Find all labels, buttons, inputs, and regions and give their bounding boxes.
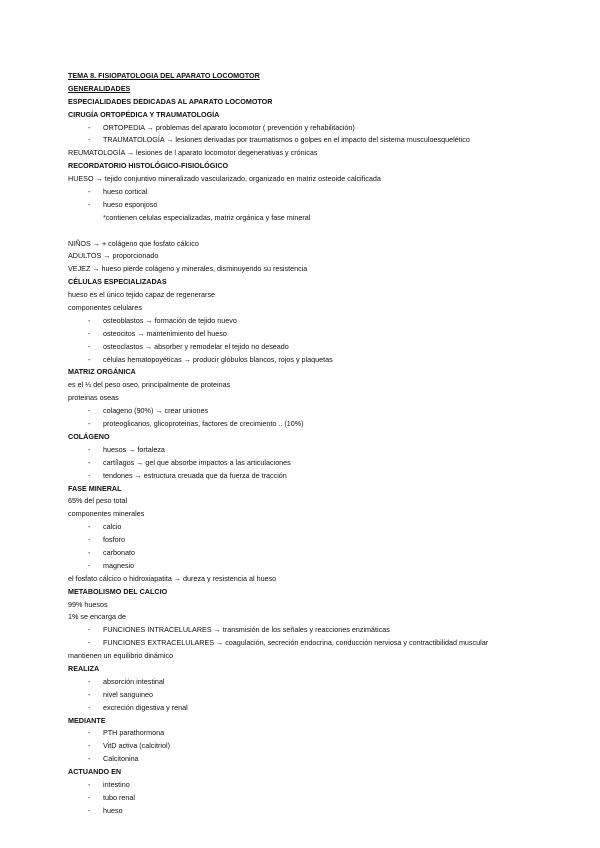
bullet-dash: -	[88, 328, 91, 338]
bullet-dash: -	[88, 199, 91, 209]
text-line: proteinas oseas	[68, 393, 119, 403]
bullet-dash: -	[88, 754, 91, 764]
bullet-item	[68, 637, 538, 650]
bullet-text: PTH parathormona	[103, 728, 165, 738]
text-line: ADULTOS → proporcionado	[68, 251, 159, 261]
section-heading: FASE MINERAL	[68, 483, 122, 493]
bullet-text: hueso	[103, 805, 123, 815]
bullet-dash: -	[88, 187, 91, 197]
bullet-item	[68, 805, 538, 818]
bullet-item	[68, 740, 538, 753]
bullet-item	[68, 354, 538, 367]
bullet-text: huesos → fortaleza	[103, 444, 165, 454]
bullet-text: VitD activa (calcitriol)	[103, 741, 170, 751]
bullet-dash: -	[88, 535, 91, 545]
bullet-dash: -	[88, 625, 91, 635]
text-line: hueso es el único tejido capaz de regenerarse	[68, 290, 216, 300]
bullet-dash: -	[88, 741, 91, 751]
bullet-dash: -	[88, 122, 91, 132]
bullet-text: FUNCIONES EXTRACELULARES → coagulación, secreción endocrina, conducción nerviosa y contractibilidad muscular	[103, 638, 489, 648]
bullet-dash: -	[88, 354, 91, 364]
section-heading: ACTUANDO EN	[68, 767, 122, 777]
text-line: mantienen un equilibrio dinámico	[68, 651, 174, 661]
bullet-item	[68, 779, 538, 792]
bullet-dash: -	[88, 522, 91, 532]
section-heading: METABOLISMO DEL CALCIO	[68, 586, 168, 596]
bullet-text: osteoblastos → formación de tejido nuevo	[103, 315, 237, 325]
bullet-text: ORTOPEDIA → problemas del aparato locomotor ( prevención y rehabilitación)	[103, 122, 355, 132]
text-line: REUMATOLOGÍA → lesiones de l aparato locomotor degenerativas y crónicas	[68, 148, 318, 158]
bullet-item	[68, 676, 538, 689]
text-line: VEJEZ → hueso pierde colágeno y minerales, disminuyendo su resistencia	[68, 264, 308, 274]
bullet-dash: -	[88, 457, 91, 467]
bullet-item	[68, 470, 538, 483]
bullet-item	[68, 341, 538, 354]
section-heading: MATRIZ ORGÁNICA	[68, 367, 136, 377]
bullet-item	[68, 315, 538, 328]
bullet-text: hueso cortical	[103, 187, 148, 197]
bullet-dash: -	[88, 702, 91, 712]
bullet-text: carbonato	[103, 547, 135, 557]
bullet-dash: -	[88, 638, 91, 648]
section-heading: TEMA 8. FISIOPATOLOGIA DEL APARATO LOCOMOTOR	[68, 71, 260, 80]
bullet-item	[68, 547, 538, 560]
bullet-item	[68, 727, 538, 740]
bullet-item	[68, 689, 538, 702]
section-heading: REALIZA	[68, 663, 100, 673]
bullet-dash: -	[88, 805, 91, 815]
bullet-item	[68, 560, 538, 573]
bullet-text: proteoglicanos, glicoproteinas, factores de crecimiento .. (10%)	[103, 419, 304, 429]
bullet-item	[68, 418, 538, 431]
section-heading: CIRUGÍA ORTOPÉDICA Y TRAUMATOLOGÍA	[68, 109, 220, 119]
text-line: es el ⅓ del peso oseo, principalmente de proteinas	[68, 380, 231, 390]
bullet-text: tubo renal	[103, 792, 135, 802]
bullet-text: TRAUMATOLOGÍA → lesiones derivadas por traumatismos o golpes en el impacto del sistema musculoesquelético	[103, 135, 470, 145]
section-heading: COLÁGENO	[68, 431, 110, 441]
bullet-dash: -	[88, 341, 91, 351]
bullet-item	[68, 444, 538, 457]
bullet-item	[68, 122, 538, 135]
text-line: el fosfato cálcico o hidroxiapatita → dureza y resistencia al hueso	[68, 573, 277, 583]
bullet-text: excreción digestiva y renal	[103, 702, 188, 712]
section-heading: RECORDATORIO HISTOLÓGICO-FISIOLÓGICO	[68, 161, 229, 171]
bullet-dash: -	[88, 560, 91, 570]
bullet-dash: -	[88, 315, 91, 325]
bullet-text: colageno (90%) → crear uniones	[103, 406, 209, 416]
bullet-dash: -	[88, 676, 91, 686]
bullet-dash: -	[88, 419, 91, 429]
bullet-dash: -	[88, 444, 91, 454]
bullet-item	[68, 792, 538, 805]
bullet-text: magnesio	[103, 560, 135, 570]
bullet-dash: -	[88, 779, 91, 789]
bullet-text: células hematopoyéticas → producir glóbulos blancos, rojos y plaquetas	[103, 354, 333, 364]
bullet-dash: -	[88, 547, 91, 557]
text-line: *contienen celulas especializadas, matriz orgánica y fase mineral	[103, 212, 311, 222]
text-line: 99% huesos	[68, 599, 108, 609]
bullet-dash: -	[88, 406, 91, 416]
text-line: 65% del peso total	[68, 496, 128, 506]
bullet-item	[68, 328, 538, 341]
bullet-item	[68, 199, 538, 212]
bullet-item	[68, 134, 538, 147]
section-heading: CÉLULAS ESPECIALIZADAS	[68, 277, 167, 287]
text-line: componentes celulares	[68, 303, 142, 313]
document-body	[68, 70, 538, 818]
bullet-item	[68, 702, 538, 715]
bullet-item	[68, 753, 538, 766]
bullet-text: Calcitonina	[103, 754, 139, 764]
bullet-text: osteocitos → mantenimiento del hueso	[103, 328, 227, 338]
bullet-dash: -	[88, 135, 91, 145]
bullet-item	[68, 186, 538, 199]
bullet-text: tendones → estructura creuada que da fuerza de tracción	[103, 470, 287, 480]
bullet-item	[68, 457, 538, 470]
text-line: NIÑOS → + colágeno que fosfato cálcico	[68, 238, 199, 248]
section-heading: ESPECIALIDADES DEDICADAS AL APARATO LOCOMOTOR	[68, 96, 273, 106]
bullet-dash: -	[88, 689, 91, 699]
bullet-item	[68, 521, 538, 534]
bullet-text: hueso esponjoso	[103, 199, 158, 209]
bullet-text: FUNCIONES INTRACELULARES → transmisión de los señales y reacciones enzimáticas	[103, 625, 390, 635]
bullet-text: osteoclastos → absorber y remodelar el tejido no deseado	[103, 341, 289, 351]
text-line: HUESO → tejido conjuntivo mineralizado vascularizado, organizado en matriz osteoide calcificada	[68, 174, 381, 184]
section-heading: MEDIANTE	[68, 715, 106, 725]
bullet-text: absorción intestinal	[103, 676, 165, 686]
bullet-text: intestino	[103, 779, 130, 789]
bullet-text: cartílagos → gel que absorbe impactos a las articulaciones	[103, 457, 291, 467]
bullet-text: calcio	[103, 522, 122, 532]
text-line: 1% se encarga de	[68, 612, 126, 622]
bullet-dash: -	[88, 470, 91, 480]
section-heading: GENERALIDADES	[68, 83, 131, 93]
bullet-dash: -	[88, 728, 91, 738]
bullet-item	[68, 405, 538, 418]
bullet-item	[68, 624, 538, 637]
bullet-dash: -	[88, 792, 91, 802]
text-line: componentes minerales	[68, 509, 145, 519]
blank-line	[68, 225, 538, 238]
bullet-item	[68, 534, 538, 547]
bullet-text: nivel sanguineo	[103, 689, 153, 699]
bullet-text: fosforo	[103, 535, 125, 545]
